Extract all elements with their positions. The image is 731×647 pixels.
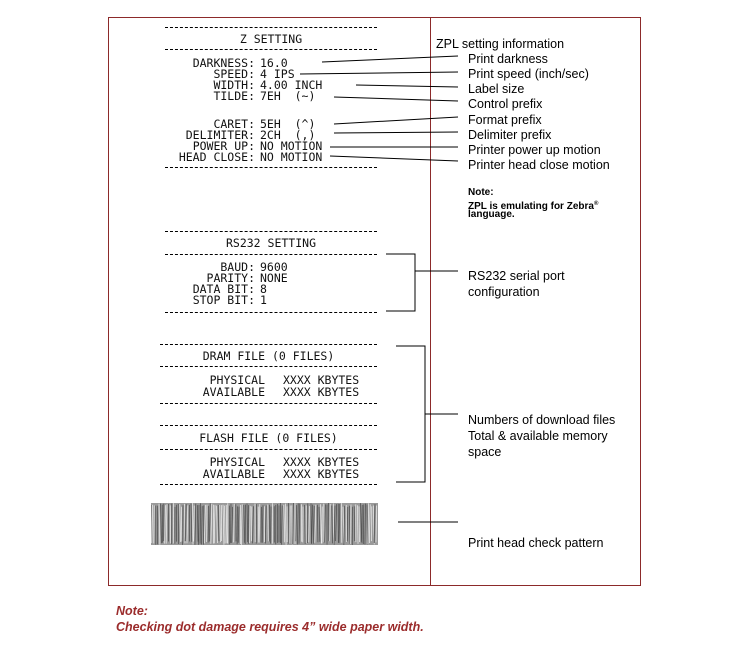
flash-value-physical: XXXX KBYTES (283, 455, 360, 469)
annotation-files-line3: space (468, 445, 502, 459)
rs232-label-baud: BAUD: (220, 260, 255, 274)
rs232-title: RS232 SETTING (225, 236, 316, 250)
z-value-speed: 4 IPS (260, 67, 295, 81)
annotation-rs232-line2: configuration (468, 285, 540, 299)
dram-value-available: XXXX KBYTES (283, 385, 360, 399)
z-label-tilde: TILDE: (213, 89, 255, 103)
annotation-print-speed: Print speed (inch/sec) (468, 67, 589, 81)
z-value-tilde: 7EH (~) (260, 89, 316, 103)
annotation-delimiter-prefix: Delimiter prefix (468, 128, 552, 142)
z-label-darkness: DARKNESS: (192, 56, 255, 70)
annotation-format-prefix: Format prefix (468, 113, 542, 127)
registered-mark: ® (593, 201, 599, 207)
z-value-darkness: 16.0 (260, 56, 288, 70)
annotation-files-line1: Numbers of download files (468, 413, 616, 427)
rs232-label-data-bit: DATA BIT: (192, 282, 255, 296)
z-label-head-close: HEAD CLOSE: (178, 150, 255, 164)
z-label-width: WIDTH: (213, 78, 255, 92)
annotation-control-prefix: Control prefix (468, 97, 543, 111)
z-value-caret: 5EH (^) (260, 117, 316, 131)
rs232-label-stop-bit: STOP BIT: (192, 293, 255, 307)
z-value-power-up: NO MOTION (260, 139, 323, 153)
footer-note-title: Note: (116, 604, 148, 618)
z-value-head-close: NO MOTION (260, 150, 323, 164)
z-label-speed: SPEED: (213, 67, 255, 81)
rs232-label-parity: PARITY: (206, 271, 255, 285)
footer-note-text: Checking dot damage requires 4” wide paper width. (116, 620, 424, 634)
rs232-value-baud: 9600 (260, 260, 288, 274)
dram-value-physical: XXXX KBYTES (283, 373, 360, 387)
annotation-files-line2: Total & available memory (468, 429, 608, 443)
annotation-print-darkness: Print darkness (468, 52, 548, 66)
zpl-setting-info-label: ZPL setting information (436, 37, 565, 51)
rs232-value-stop-bit: 1 (260, 293, 267, 307)
z-label-power-up: POWER UP: (192, 139, 255, 153)
annotation-power-up-motion: Printer power up motion (468, 143, 601, 157)
flash-label-physical: PHYSICAL (209, 455, 265, 469)
rs232-value-data-bit: 8 (260, 282, 267, 296)
z-value-delimiter: 2CH (,) (260, 128, 316, 142)
z-label-delimiter: DELIMITER: (185, 128, 255, 142)
annotation-rs232-line1: RS232 serial port (468, 269, 565, 283)
z-label-caret: CARET: (213, 117, 255, 131)
rs232-value-parity: NONE (260, 271, 288, 285)
zpl-note-title: Note: (468, 187, 494, 198)
footer-note (116, 603, 424, 635)
flash-title: FLASH FILE (0 FILES) (199, 431, 338, 445)
zpl-note-text: ZPL is emulating for Zebra (468, 201, 594, 212)
flash-value-available: XXXX KBYTES (283, 467, 360, 481)
z-value-width: 4.00 INCH (260, 78, 323, 92)
dram-label-physical: PHYSICAL (209, 373, 265, 387)
dram-label-available: AVAILABLE (202, 385, 265, 399)
z-setting-title: Z SETTING (239, 32, 303, 46)
annotation-check-pattern: Print head check pattern (468, 536, 604, 550)
flash-label-available: AVAILABLE (202, 467, 265, 481)
annotation-head-close-motion: Printer head close motion (468, 158, 610, 172)
dram-title: DRAM FILE (0 FILES) (202, 349, 335, 363)
zpl-note-language: language. (468, 209, 515, 220)
annotation-label-size: Label size (468, 82, 525, 96)
